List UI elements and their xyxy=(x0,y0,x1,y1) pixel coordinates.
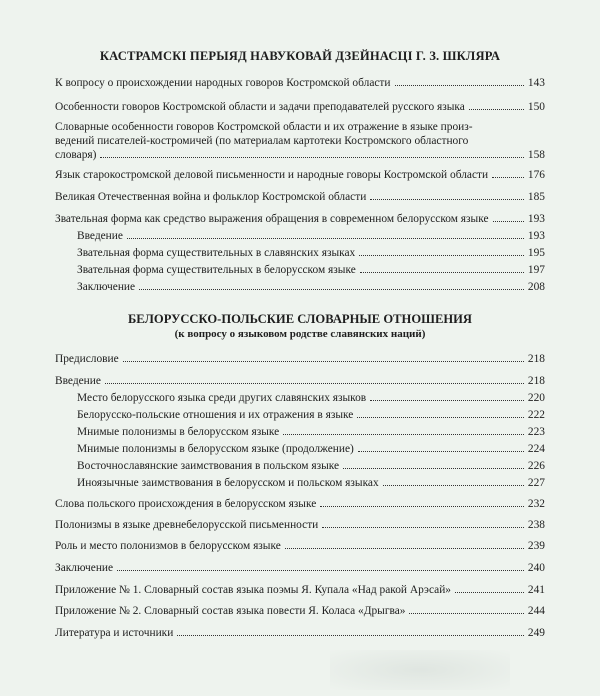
toc-entry-title: К вопросу о происхождении народных говоров Костромской области xyxy=(55,77,391,89)
toc-entry-title: Литература и источники xyxy=(55,627,174,639)
toc-leader xyxy=(359,255,524,256)
toc-entry-title: Заключение xyxy=(77,281,136,293)
section-1-title: КАСТРАМСКІ ПЕРЫЯД НАВУКОВАЙ ДЗЕЙНАСЦІ Г. З. ШКЛЯРА xyxy=(99,49,501,63)
toc-entry-title: Мнимые полонизмы в белорусском языке xyxy=(77,426,280,438)
toc-entry-page: 193 xyxy=(527,213,545,225)
toc-leader xyxy=(177,635,524,636)
toc-entry xyxy=(55,212,545,226)
toc-entry-page: 195 xyxy=(527,247,545,259)
toc-leader xyxy=(370,199,524,200)
toc-entry-page: 244 xyxy=(527,605,545,617)
toc-leader xyxy=(409,613,523,614)
toc-entry-page: 223 xyxy=(527,426,545,438)
toc-subentry xyxy=(77,280,545,294)
toc-leader xyxy=(139,289,524,290)
toc-entry xyxy=(55,374,545,388)
toc-entry-page: 241 xyxy=(527,584,545,596)
toc-entry-page: 176 xyxy=(527,169,545,181)
toc-subentry xyxy=(77,263,545,277)
toc-subentry xyxy=(77,425,545,439)
toc-entry-title: Введение xyxy=(77,230,123,242)
toc-leader xyxy=(357,417,524,418)
toc-leader xyxy=(455,592,524,593)
toc-entry-page: 239 xyxy=(527,540,545,552)
toc-leader xyxy=(343,468,524,469)
toc-leader xyxy=(370,400,524,401)
toc-entry xyxy=(55,626,545,640)
toc-entry-title: Заключение xyxy=(55,562,114,574)
toc-leader xyxy=(493,221,524,222)
toc-entry xyxy=(55,352,545,366)
toc-entry-page: 249 xyxy=(527,627,545,639)
toc-entry-title: Великая Отечественная война и фольклор Костромской области xyxy=(55,191,367,203)
toc-entry-title: Полонизмы в языке древнебелорусской письменности xyxy=(55,519,319,531)
toc-leader xyxy=(322,527,524,528)
toc-entry-page: 150 xyxy=(527,101,545,113)
toc-entry-line: ведений писателей-костромичей (по материалам картотеки Костромского областного xyxy=(55,135,469,147)
toc-entry-page: 197 xyxy=(527,264,545,276)
toc-entry-page: 227 xyxy=(527,477,545,489)
toc-entry xyxy=(55,100,545,114)
toc-entry-title: Слова польского происхождения в белорусском языке xyxy=(55,498,317,510)
toc-entry xyxy=(55,604,545,618)
toc-entry-title: Звательная форма существительных в белорусском языке xyxy=(77,264,356,276)
toc-subentry xyxy=(77,459,545,473)
toc-subentry xyxy=(77,442,545,456)
toc-entry xyxy=(55,518,545,532)
toc-leader xyxy=(320,506,524,507)
toc-subentry xyxy=(77,408,545,422)
toc-subentry xyxy=(77,391,545,405)
toc-leader xyxy=(283,434,524,435)
toc-entry-page: 143 xyxy=(527,77,545,89)
toc-entry xyxy=(55,168,545,182)
toc-entry-title: Введение xyxy=(55,375,101,387)
toc-entry-page: 222 xyxy=(527,409,545,421)
toc-subentry xyxy=(77,229,545,243)
toc-leader xyxy=(123,361,524,362)
toc-entry-page: 158 xyxy=(527,149,545,161)
toc-entry-title: Предисловие xyxy=(55,353,119,365)
toc-entry xyxy=(55,76,545,90)
section-2-title: БЕЛОРУССКО-ПОЛЬСКИЕ СЛОВАРНЫЕ ОТНОШЕНИЯ xyxy=(127,312,473,326)
toc-entry-page: 232 xyxy=(527,498,545,510)
toc-entry-page: 208 xyxy=(527,281,545,293)
toc-leader xyxy=(395,85,524,86)
toc-leader xyxy=(285,548,524,549)
toc-entry xyxy=(55,148,545,162)
toc-entry-page: 218 xyxy=(527,353,545,365)
toc-leader xyxy=(358,451,524,452)
toc-entry xyxy=(55,561,545,575)
toc-leader xyxy=(383,485,524,486)
toc-entry-title: Особенности говоров Костромской области и задачи преподавателей русского языка xyxy=(55,101,465,113)
toc-entry-page: 224 xyxy=(527,443,545,455)
paper-bleed-through xyxy=(330,650,510,690)
toc-entry-title: Звательная форма существительных в славянских языках xyxy=(77,247,356,259)
toc-entry-page: 220 xyxy=(527,392,545,404)
toc-entry-title: Мнимые полонизмы в белорусском языке (продолжение) xyxy=(77,443,354,455)
toc-entry-page: 193 xyxy=(527,230,545,242)
toc-entry xyxy=(55,190,545,204)
toc-entry-page: 238 xyxy=(527,519,545,531)
toc-entry xyxy=(55,539,545,553)
toc-leader xyxy=(105,383,524,384)
toc-entry-title: словаря) xyxy=(55,149,97,161)
toc-entry xyxy=(55,583,545,597)
toc-entry-title: Звательная форма как средство выражения обращения в современном белорусском языке xyxy=(55,213,489,225)
toc-entry-page: 218 xyxy=(527,375,545,387)
toc-entry-title: Иноязычные заимствования в белорусском и польском языках xyxy=(77,477,379,489)
toc-leader xyxy=(100,157,523,158)
toc-entry-title: Белорусско-польские отношения и их отражения в языке xyxy=(77,409,354,421)
section-2-subtitle: (к вопросу о языковом родстве славянских наций) xyxy=(174,328,426,340)
toc-entry-page: 185 xyxy=(527,191,545,203)
toc-entry xyxy=(55,497,545,511)
toc-entry-title: Восточнославянские заимствования в польском языке xyxy=(77,460,340,472)
toc-entry-title: Роль и место полонизмов в белорусском языке xyxy=(55,540,281,552)
toc-entry-title: Приложение № 1. Словарный состав языка поэмы Я. Купала «Над ракой Арэсай» xyxy=(55,584,451,596)
toc-entry-line: Словарные особенности говоров Костромской области и их отражение в языке произ- xyxy=(55,121,473,133)
toc-subentry xyxy=(77,246,545,260)
toc-leader xyxy=(360,272,524,273)
toc-entry-title: Язык старокостромской деловой письменности и народные говоры Костромской области xyxy=(55,169,489,181)
toc-entry-page: 226 xyxy=(527,460,545,472)
toc-subentry xyxy=(77,476,545,490)
toc-entry-page: 240 xyxy=(527,562,545,574)
toc-leader xyxy=(117,570,524,571)
toc-entry-title: Приложение № 2. Словарный состав языка повести Я. Коласа «Дрыгва» xyxy=(55,605,406,617)
toc-entry-title: Место белорусского языка среди других славянских языков xyxy=(77,392,367,404)
toc-leader xyxy=(127,238,524,239)
toc-leader xyxy=(492,177,524,178)
toc-leader xyxy=(469,109,524,110)
